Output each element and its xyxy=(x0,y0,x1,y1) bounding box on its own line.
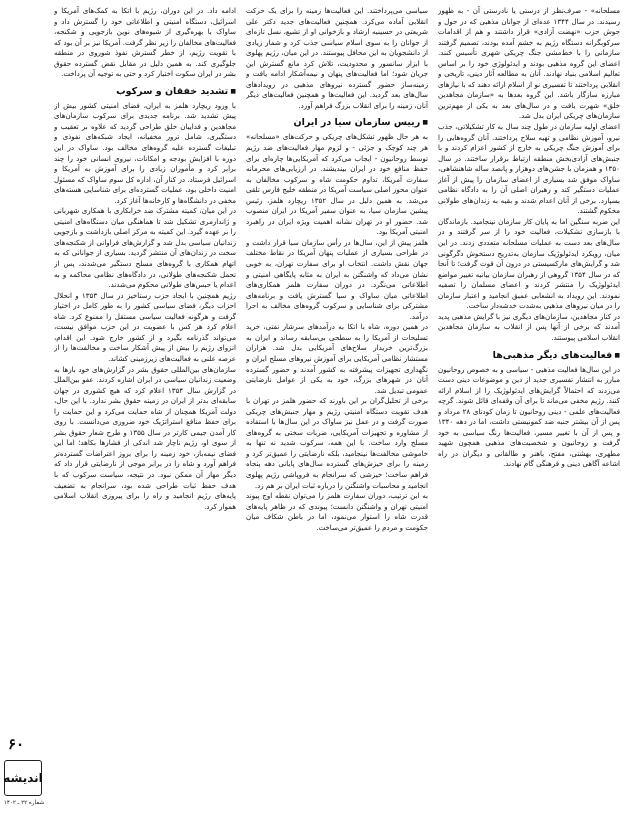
text-columns xyxy=(52,6,620,812)
page-number: ۶۰ xyxy=(8,735,25,753)
section-heading: ■ فعالیت‌های دیگر مذهبی‌ها xyxy=(438,350,620,362)
paragraph: در کنار مجاهدین، سازمان‌های دیگری نیز با گرایش مذهبی پدید آمدند که برخی از آنها پس از انقلاب به سازمان مجاهدین انقلاب اسلامی پیوستند. xyxy=(438,311,620,342)
paragraph: در این سال‌ها فعالیت مذهبی - سیاسی و به خصوص روحانیون مبارز به انتشار تفسیری جدید از دین و موضوعات دینی دست می‌زدند که احتمالاً گرایش‌های ایدئولوژیک را از اسلام ارائه کنند. رژیم مخفی می‌ماند تا برای آن وقفه‌ای قائل شوند. گرچه فعالیت‌های علمی - دینی روحانیون تا زمان کودتای ۲۸ مرداد و پس از آن بیشتر جنبه ضد کمونیستی داشت، اما در دهه ۱۳۴۰ و پس از آن با تغییر مسیر، فعالیت‌ها رنگ سیاسی به خود گرفت و روحانیون و شخصیت‌های مذهبی همچون شهید مطهری، بهشتی، مفتح، باهنر و طالقانی و دیگران در راه اشاعه آگاهی دینی و فرهنگی گام نهادند. xyxy=(438,364,620,469)
paragraph: سیاسی می‌پرداختند. این فعالیت‌ها زمینه را برای یک حرکت انقلابی آماده می‌کرد. همچنین فعالیت‌های جدید دکتر علی شریعتی در حسینیه ارشاد و بازخوانی او از تشیع، نسل تازه‌ای از جوانان را به سوی اسلام سیاسی جذب کرد و شمار زیادی از دانشجویان به این محافل پیوستند. در این میان، رژیم پهلوی با ابزار سانسور و محدودیت، تلاش کرد مانع گسترش این جریان شود؛ اما فعالیت‌های پنهان و نیمه‌آشکار ادامه یافت و زمینه‌ساز حضور گسترده نیروهای مذهبی در رویدادهای سال‌های بعد گردید. این فعالیت‌ها و همچنین فعالیت‌های دیگر آنان، زمینه را برای انقلاب بزرگ فراهم آورد. xyxy=(246,6,428,110)
paragraph: مسلحانه» - صرف‌نظر از درستی یا نادرستی آن - به ظهور رسیدند. در سال ۱۳۴۴ عده‌ای از جوانان مذهبی که در حول و حوش حزب «نهضت آزادی» قرار داشتند و هم از اقدامات سرکوبگرانه دستگاه رژیم به خشم آمده بودند، تصمیم گرفتند سازمانی را با خط‌مشی جنگ چریکی شهری تأسیس کنند. اعضای این گروه مذهبی بودند و ایدئولوژی خود را بر اساس تعالیم اسلامی بنیاد نهادند. آنان به مطالعه آثار دینی، تاریخی و انقلابی پرداختند تا تفسیری نو از اسلام ارائه دهند که با نیازهای مبارزه سازگار باشد. این گروه بعدها به «سازمان مجاهدین خلق» شهرت یافت و در سال‌های بعد به یکی از مهم‌ترین سازمان‌های چریکی ایران بدل شد. xyxy=(438,6,620,121)
issue-label: شماره ۲۲ ـ ۱۴۰۲ xyxy=(3,800,45,806)
section-heading: ■ تشدید خفقان و سرکوب xyxy=(54,86,236,98)
paragraph: در این میان، کمیته مشترک ضد خرابکاری با همکاری شهربانی و ژاندارمری تشکیل شد تا هماهنگی میان دستگاه‌های امنیتی را بر عهده گیرد. این کمیته به مرکز اصلی بازداشت و بازجویی زندانیان سیاسی بدل شد و گزارش‌های فراوانی از شکنجه‌های سخت در زندان‌های آن منتشر گردید. بسیاری از جوانانی که به اتهام همکاری با گروه‌های مسلح دستگیر می‌شدند، پس از تحمل شکنجه‌های طولانی، در دادگاه‌های نظامی محاکمه و به اعدام یا حبس‌های طولانی محکوم می‌شدند. xyxy=(54,206,236,290)
paragraph: به هر حال ظهور تشکل‌های چریکی و حرکت‌های «مسلحانه» هر چند کوچک و جزئی - و لزوم مهار فعالیت‌های ضد رژیم توسط روحانیون - ایجاب می‌کرد که آمریکایی‌ها چاره‌ای برای حفظ منافع خود در ایران بیندیشند. در ارزیابی‌های محرمانه سفارت آمریکا، تداوم حکومت شاه و سرکوب مخالفان به عنوان محور اصلی سیاست آمریکا در منطقه خلیج فارس تلقی می‌شد. به همین دلیل در سال ۱۳۵۲ ریچارد هلمز، رئیس پیشین سازمان سیا، به عنوان سفیر آمریکا در ایران منصوب شد. حضور او در تهران نشانه اهمیت ویژه ایران در راهبرد امنیتی آمریکا بود. xyxy=(246,132,428,237)
paragraph: به این ترتیب، دوران سفارت هلمز را می‌توان نقطه اوج پیوند امنیتی تهران و واشنگتن دانست؛ پیوندی که در ظاهر پایه‌های قدرت شاه را استوار می‌نمود، اما در باطن شکاف میان حکومت و مردم را عمیق‌تر می‌ساخت. xyxy=(246,491,428,532)
paragraph: ادامه داد. در این دوران، رژیم با اتکا به کمک‌های آمریکا و اسرائیل، دستگاه امنیتی و اطلاعاتی خود را گسترش داد و ساواک با بهره‌گیری از شیوه‌های نوین بازجویی و شکنجه، فعالیت‌های مخالفان را زیر نظر گرفت. آمریکا نیز بر آن بود که با تقویت رژیم، از خطر گسترش نفوذ شوروی در منطقه جلوگیری کند. به همین دلیل در مقابل نقض گسترده حقوق بشر در ایران سکوت اختیار کرد و حتی به توجیه آن پرداخت. xyxy=(54,6,236,79)
column-right xyxy=(438,6,620,812)
column-left xyxy=(54,6,236,812)
paragraph: اعضای اولیه سازمان در طول چند سال به کار تشکیلاتی، جذب نیرو، آموزش نظامی و تهیه سلاح پرداختند. آنان گروه‌هایی را برای آموزش جنگ چریکی به خارج از کشور اعزام کردند و با جنبش‌های آزادی‌بخش منطقه ارتباط برقرار ساختند. در سال ۱۳۵۰ و همزمان با جشن‌های دوهزار و پانصد ساله شاهنشاهی، ساواک موفق شد بسیاری از اعضای سازمان را پیش از آغاز عملیات دستگیر کند و رهبران اصلی آن را به دادگاه نظامی بسپارد. برخی از آنان اعدام شدند و بقیه به زندان‌های طولانی محکوم گشتند. xyxy=(438,122,620,216)
section-heading: ■ رییس سازمان سیا در ایران xyxy=(246,117,428,129)
magazine-logo: اندیشه xyxy=(4,760,42,796)
paragraph: رژیم همچنین با ایجاد حزب رستاخیز در سال ۱۳۵۳ و انحلال احزاب دیگر، فضای سیاسی کشور را به طور کامل در اختیار گرفت و هرگونه فعالیت سیاسی مستقل را ممنوع کرد. شاه اعلام کرد هر کس با عضویت در این حزب موافق نیست، می‌تواند گذرنامه بگیرد و از کشور خارج شود. این اقدام، انزوای رژیم را بیش از پیش آشکار ساخت و مخالفت‌ها را از عرصه علنی به فعالیت‌های زیرزمینی کشاند. xyxy=(54,290,236,363)
paragraph: این ضربه سنگین اما به پایان کار سازمان نینجامید. بازماندگان با بازسازی تشکیلات، فعالیت خود را از سر گرفتند و در سال‌های بعد دست به عملیات مسلحانه متعددی زدند. در این میان، رویکرد ایدئولوژیک سازمان به‌تدریج دستخوش دگرگونی شد و گرایش‌های مارکسیستی در درون آن قوت گرفت؛ تا آنجا که در سال ۱۳۵۴ گروهی از رهبران سازمان بیانیه تغییر مواضع ایدئولوژیک را منتشر کردند و اعضای مسلمان را تصفیه نمودند. این رویداد به انشعابی عمیق انجامید و اعتبار سازمان را در میان نیروهای مذهبی به‌شدت خدشه‌دار ساخت. xyxy=(438,216,620,311)
paragraph: با ورود ریچارد هلمز به ایران، فضای امنیتی کشور بیش از پیش تشدید شد. برنامه جدیدی برای سرکوب سازمان‌های مجاهدین و فداییان خلق طراحی گردید که علاوه بر تعقیب و دستگیری، شامل ترور مخفیانه، ایجاد شبکه‌های نفوذی و تبلیغات گسترده علیه گروه‌های مخالف بود. ساواک در این دوره با افزایش بودجه و امکانات، نیروی انسانی خود را چند برابر کرد و مأموران زیادی را برای آموزش به آمریکا و اسرائیل فرستاد. در کنار آن، اداره کل سوم ساواک که مسئول امنیت داخلی بود، عملیات گسترده‌ای برای شناسایی هسته‌های مخفی در دانشگاه‌ها و کارخانه‌ها آغاز کرد. xyxy=(54,100,236,205)
column-middle xyxy=(246,6,428,812)
paragraph: سازمان‌های بین‌المللی حقوق بشر در گزارش‌های خود بارها به وضعیت زندانیان سیاسی در ایران اشاره کردند. عفو بین‌الملل در گزارش سال ۱۳۵۴ اعلام کرد که هیچ کشوری در جهان سابقه‌ای بدتر از ایران در زمینه حقوق بشر ندارد. با این حال، دولت آمریکا همچنان از شاه حمایت می‌کرد و این حمایت را برای حفظ منافع استراتژیک خود ضروری می‌دانست. با روی کار آمدن جیمی کارتر در سال ۱۳۵۵ و طرح شعار حقوق بشر از سوی او، رژیم ناچار شد اندکی از فشارها بکاهد؛ اما این فضای نیمه‌باز، خود زمینه را برای بروز اعتراضات گسترده‌تر فراهم آورد و شاه را در برابر موجی از نارضایتی قرار داد که دیگر مهار آن ممکن نبود. در نتیجه، سیاست سرکوب که با هدف حفظ ثبات طراحی شده بود، سرانجام به تضعیف پایه‌های رژیم انجامید و راه را برای پیروزی انقلاب اسلامی هموار کرد. xyxy=(54,364,236,511)
paragraph: در همین دوره، شاه با اتکا به درآمدهای سرشار نفتی، خرید تسلیحات از آمریکا را به سطحی بی‌سابقه رساند و ایران به بزرگ‌ترین خریدار سلاح‌های آمریکایی بدل شد. هزاران مستشار نظامی آمریکایی برای آموزش نیروهای مسلح ایران و نگهداری تجهیزات پیشرفته به کشور آمدند و حضور گسترده آنان در شهرهای بزرگ، خود به یکی از عوامل نارضایتی عمومی تبدیل شد. xyxy=(246,322,428,395)
paragraph: برخی از تحلیل‌گران بر این باورند که حضور هلمز در تهران با هدف تقویت دستگاه امنیتی رژیم و مهار جنبش‌های چریکی صورت گرفت و در عمل نیز ساواک در این سال‌ها با استفاده از مشاوره و تجهیزات آمریکایی، ضربات سختی به گروه‌های مسلح وارد ساخت. با این همه، سرکوب شدید نه تنها به خاموشی مخالفت‌ها نینجامید، بلکه نارضایتی را عمیق‌تر کرد و زمینه را برای خیزش‌های گسترده سال‌های پایانی دهه پنجاه فراهم ساخت؛ خیزشی که سرانجام به فروپاشی رژیم پهلوی انجامید و محاسبات واشنگتن را درباره ثبات ایران بر هم زد. xyxy=(246,396,428,490)
page-margin xyxy=(0,0,45,820)
paragraph: هلمز پیش از این، سال‌ها در رأس سازمان سیا قرار داشت و در طراحی بسیاری از عملیات پنهان آمریکا در نقاط مختلف جهان نقش داشت. انتخاب او برای سفارت تهران، به خوبی نشان می‌داد که واشنگتن به ایران به مثابه پایگاهی امنیتی و اطلاعاتی می‌نگرد. در دوران سفارت هلمز همکاری‌های اطلاعاتی میان ساواک و سیا گسترش یافت و برنامه‌های مشترکی برای شناسایی و سرکوب گروه‌های مخالف به اجرا درآمد. xyxy=(246,237,428,321)
